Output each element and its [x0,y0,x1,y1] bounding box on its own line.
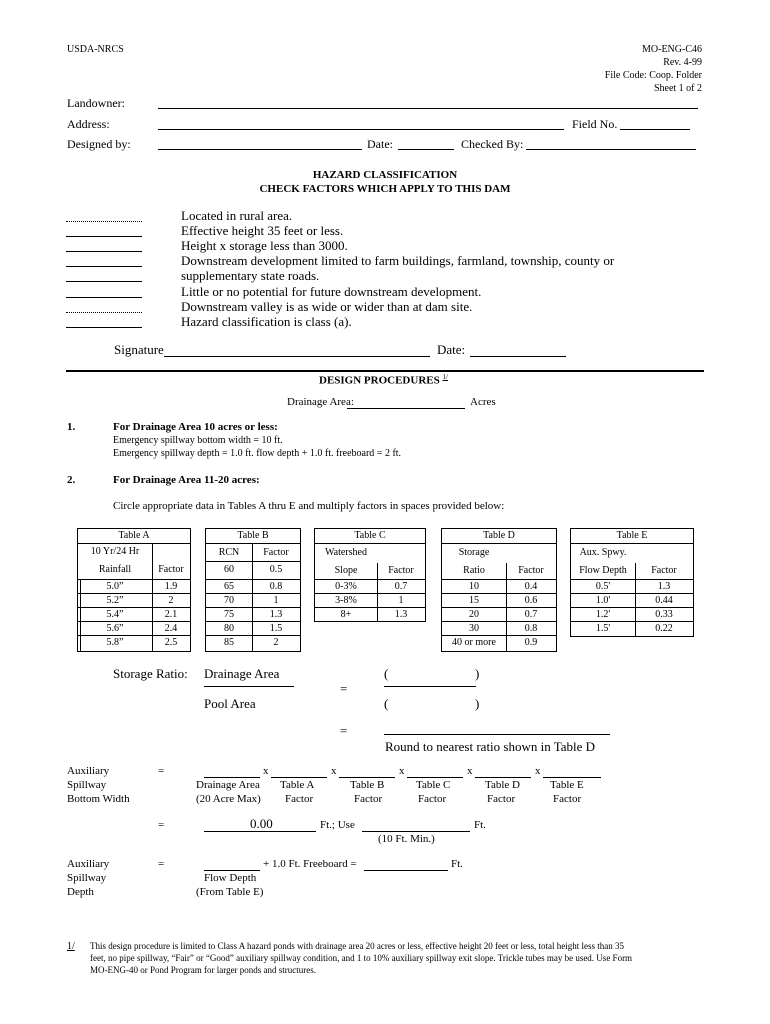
acres-label: Acres [470,396,496,408]
table-d-col2: Factor [518,565,544,576]
agency-label: USDA-NRCS [67,44,124,55]
aux-depth-label: Auxiliary [67,858,110,870]
storage-fraction-bar [204,686,294,687]
col-label-table-b: Table B [350,779,385,791]
form-id: MO-ENG-C46 [642,44,702,55]
table-e [570,528,694,637]
col-label-factor: Factor [553,793,582,805]
table-a-cell[interactable]: 5.8” [106,637,124,648]
check-rural[interactable] [66,221,142,222]
table-b-col1: RCN [218,547,240,558]
table-b-cell[interactable]: 2 [273,637,279,648]
table-d-col1: Ratio [463,565,485,576]
times-sign: x [263,765,269,777]
hazard-item: Height x storage less than 3000. [181,238,348,253]
times-sign: x [399,765,405,777]
table-d-cell[interactable]: 15 [469,595,479,606]
hazard-item: Downstream development limited to farm buildings, farmland, township, county or [181,253,615,268]
table-e-cell[interactable]: 1.2' [595,609,611,620]
times-sign: x [535,765,541,777]
table-a-cell[interactable]: 2.5 [164,637,178,648]
table-a-cell[interactable]: 5.2” [106,595,124,606]
drainage-area-label: Drainage Area: [287,396,354,408]
item1-title: For Drainage Area 10 acres or less: [113,421,278,433]
table-d-title: Table D [442,529,556,544]
col-label-factor: Factor [487,793,516,805]
ft-use-label: Ft.; Use [320,819,355,831]
times-sign: x [467,765,473,777]
table-c-cell[interactable]: 3-8% [335,595,357,606]
storage-equals: = [340,681,348,696]
table-e-col1: Flow Depth [579,565,627,576]
table-d-cell[interactable]: 0.4 [524,581,538,592]
table-c-cell[interactable]: 1.3 [394,609,408,620]
table-a-cell[interactable]: 1.9 [164,581,178,592]
table-a [77,528,191,652]
footnote-marker: 1/ [67,941,75,952]
aux-width-label: Auxiliary [67,765,110,777]
table-e-title: Table E [571,529,693,544]
item1-line2: Emergency spillway depth = 1.0 ft. flow depth + 1.0 ft. freeboard = 2 ft. [113,448,402,459]
table-b-title: Table B [206,529,300,544]
item2-title: For Drainage Area 11-20 acres: [113,474,260,486]
table-a-cell[interactable]: 2.4 [164,623,178,634]
table-c-cell[interactable]: 0-3% [335,581,357,592]
date-field[interactable] [398,149,454,150]
table-d-cell[interactable]: 0.8 [524,623,538,634]
table-d-cell[interactable]: 0.9 [524,637,538,648]
check-height[interactable] [66,236,142,237]
hazard-subtitle: CHECK FACTORS WHICH APPLY TO THIS DAM [259,183,511,195]
hazard-title: HAZARD CLASSIFICATION [312,169,458,181]
table-e-cell[interactable]: 0.22 [655,623,673,634]
table-d-cell[interactable]: 0.7 [524,609,538,620]
hazard-item: Downstream valley is as wide or wider than at dam site. [181,299,473,314]
col-label-factor: Factor [354,793,383,805]
table-d-cell[interactable]: 20 [469,609,479,620]
table-c [314,528,426,622]
table-b-cell[interactable]: 0.8 [269,581,283,592]
aux-depth-equals: = [158,858,165,870]
table-b-cell[interactable]: 85 [224,637,234,648]
aux-depth-label: Spillway [67,872,107,884]
hazard-item: supplementary state roads. [181,268,320,283]
table-a-cell[interactable]: 5.6” [106,623,124,634]
times-sign: x [331,765,337,777]
footnote-line: feet, no pipe spillway, “Fair” or “Good” auxiliary spillway condition, and 1 to 10% auxiliary spillway exit slope. Trickle tubes may be used. Use Form [90,953,633,963]
table-c-cell[interactable]: 0.7 [394,581,408,592]
col-label-drainage: Drainage Area [196,779,260,791]
table-a-group: 10 Yr/24 Hr [90,546,140,557]
table-c-col1: Slope [334,565,358,576]
address-field[interactable] [158,129,564,130]
aux-width-table-c-field[interactable] [407,777,463,778]
table-e-cell[interactable]: 0.33 [655,609,673,620]
signature-date-label: Date: [437,342,466,357]
check-valley[interactable] [66,312,142,313]
aux-width-equals: = [158,765,165,777]
signature-label: Signature [114,342,164,357]
form-rev: Rev. 4-99 [663,57,702,68]
designed-by-field[interactable] [158,149,362,150]
table-a-cell[interactable]: 2 [168,595,174,606]
storage-pool-area: Pool Area [204,696,256,711]
table-c-group: Watershed [325,547,367,558]
table-e-cell[interactable]: 1.3 [657,581,671,592]
storage-open-paren: ( [384,666,389,681]
col-label-drainage-note: (20 Acre Max) [196,793,261,805]
col-label-table-e: Table E [550,779,584,791]
table-e-cell[interactable]: 1.0' [595,595,611,606]
sheet-number: Sheet 1 of 2 [653,83,702,94]
check-potential[interactable] [66,297,142,298]
file-code: File Code: Coop. Folder [604,70,702,81]
table-b-cell[interactable]: 0.5 [269,564,283,575]
instructions: Circle appropriate data in Tables A thru E and multiply factors in spaces provided below: [113,500,505,512]
item2-number: 2. [67,474,76,486]
table-d-cell[interactable]: 40 or more [452,637,496,648]
table-b-col2: Factor [263,547,289,558]
table-c-cell[interactable]: 1 [398,595,404,606]
col-label-factor: Factor [418,793,447,805]
table-c-col2: Factor [388,565,414,576]
table-a-cell[interactable]: 2.1 [164,609,178,620]
table-d-cell[interactable]: 0.6 [524,595,538,606]
aux-width-label: Spillway [67,779,107,791]
table-a-col1: Rainfall [98,564,132,575]
footnote-line: This design procedure is limited to Class A hazard ponds with drainage area 20 acres or less, effective height 20 feet or less, total height less than 35 [90,941,624,951]
table-b-cell[interactable]: 1.5 [269,623,283,634]
pool-open-paren: ( [384,696,389,711]
storage-equals-2: = [340,723,348,738]
aux-depth-label: Depth [67,886,94,898]
address-label: Address: [67,117,110,131]
signature-field[interactable] [164,356,430,357]
checked-by-label: Checked By: [461,137,524,151]
check-storage[interactable] [66,251,142,252]
aux-width-use-field[interactable] [362,831,470,832]
aux-width-table-a-field[interactable] [271,777,327,778]
table-c-title: Table C [315,529,425,544]
table-b-cell[interactable]: 80 [224,623,234,634]
hazard-item: Hazard classification is class (a). [181,314,352,329]
designed-by-label: Designed by: [67,137,131,151]
hazard-item: Located in rural area. [181,208,293,223]
table-c-cell[interactable]: 8+ [340,609,352,620]
hazard-item: Effective height 35 feet or less. [181,223,344,238]
storage-close-paren: ) [475,666,480,681]
table-d-cell[interactable]: 30 [469,623,479,634]
footnote-line: MO-ENG-40 or Pond Program for larger ponds and structures. [90,965,317,975]
storage-ratio-numerator-field[interactable] [384,686,476,687]
aux-width-result-equals: = [158,819,165,831]
check-downstream[interactable] [66,266,142,267]
table-b-cell[interactable]: 1 [273,595,279,606]
table-b-cell[interactable]: 60 [224,564,234,575]
aux-width-table-b-field[interactable] [339,777,395,778]
check-class[interactable] [66,327,142,328]
aux-width-table-e-field[interactable] [543,777,601,778]
storage-ratio-label: Storage Ratio: [113,666,188,681]
date-label: Date: [367,137,393,151]
table-e-group: Aux. Spwy. [579,547,627,558]
aux-width-table-d-field[interactable] [475,777,531,778]
landowner-field[interactable] [158,108,698,109]
flow-depth-label: Flow Depth [204,872,257,884]
col-label-factor: Factor [285,793,314,805]
table-b-cell[interactable]: 70 [224,595,234,606]
item1-line1: Emergency spillway bottom width = 10 ft. [113,435,283,446]
table-b-cell[interactable]: 65 [224,581,234,592]
aux-depth-result-field[interactable] [364,870,448,871]
table-b [205,528,301,652]
flow-depth-field[interactable] [204,870,260,871]
hazard-item: Little or no potential for future downstream development. [181,284,482,299]
table-a-title: Table A [78,529,190,544]
table-b-cell[interactable]: 1.3 [269,609,283,620]
table-a-cell[interactable]: 5.4” [106,609,124,620]
round-note: Round to nearest ratio shown in Table D [385,739,596,754]
field-no-label: Field No. [572,117,618,131]
table-a-col2: Factor [158,564,184,575]
table-d [441,528,557,652]
table-d-cell[interactable]: 10 [469,581,479,592]
aux-width-drainage-field[interactable] [204,777,260,778]
drainage-area-field[interactable] [347,408,465,409]
aux-width-result-value[interactable]: 0.00 [250,816,273,831]
section-divider [66,370,704,372]
design-title: DESIGN PROCEDURES $^{1/}$ [319,373,448,387]
table-e-col2: Factor [651,565,677,576]
depth-ft-label: Ft. [451,858,463,870]
col-label-table-d: Table D [485,779,520,791]
storage-ratio-result-field[interactable] [384,734,610,735]
item1-number: 1. [67,421,76,433]
field-no-field[interactable] [620,129,690,130]
table-e-cell[interactable]: 1.5' [595,623,611,634]
landowner-label: Landowner: [67,96,125,110]
table-e-cell[interactable]: 0.44 [655,595,673,606]
col-label-table-a: Table A [280,779,315,791]
freeboard-label: + 1.0 Ft. Freeboard = [263,858,357,870]
aux-width-label: Bottom Width [67,793,130,805]
table-e-cell[interactable]: 0.5' [595,581,611,592]
signature-date-field[interactable] [470,356,566,357]
checked-by-field[interactable] [526,149,696,150]
from-table-label: (From Table E) [196,886,264,898]
ft-label: Ft. [474,819,486,831]
pool-close-paren: ) [475,696,480,711]
col-label-table-c: Table C [416,779,451,791]
min-width-note: (10 Ft. Min.) [378,833,435,845]
table-d-group: Storage [458,547,490,558]
storage-drainage-area: Drainage Area [204,666,280,681]
check-roads[interactable] [66,281,142,282]
table-b-cell[interactable]: 75 [224,609,234,620]
table-a-cell[interactable]: 5.0” [106,581,124,592]
